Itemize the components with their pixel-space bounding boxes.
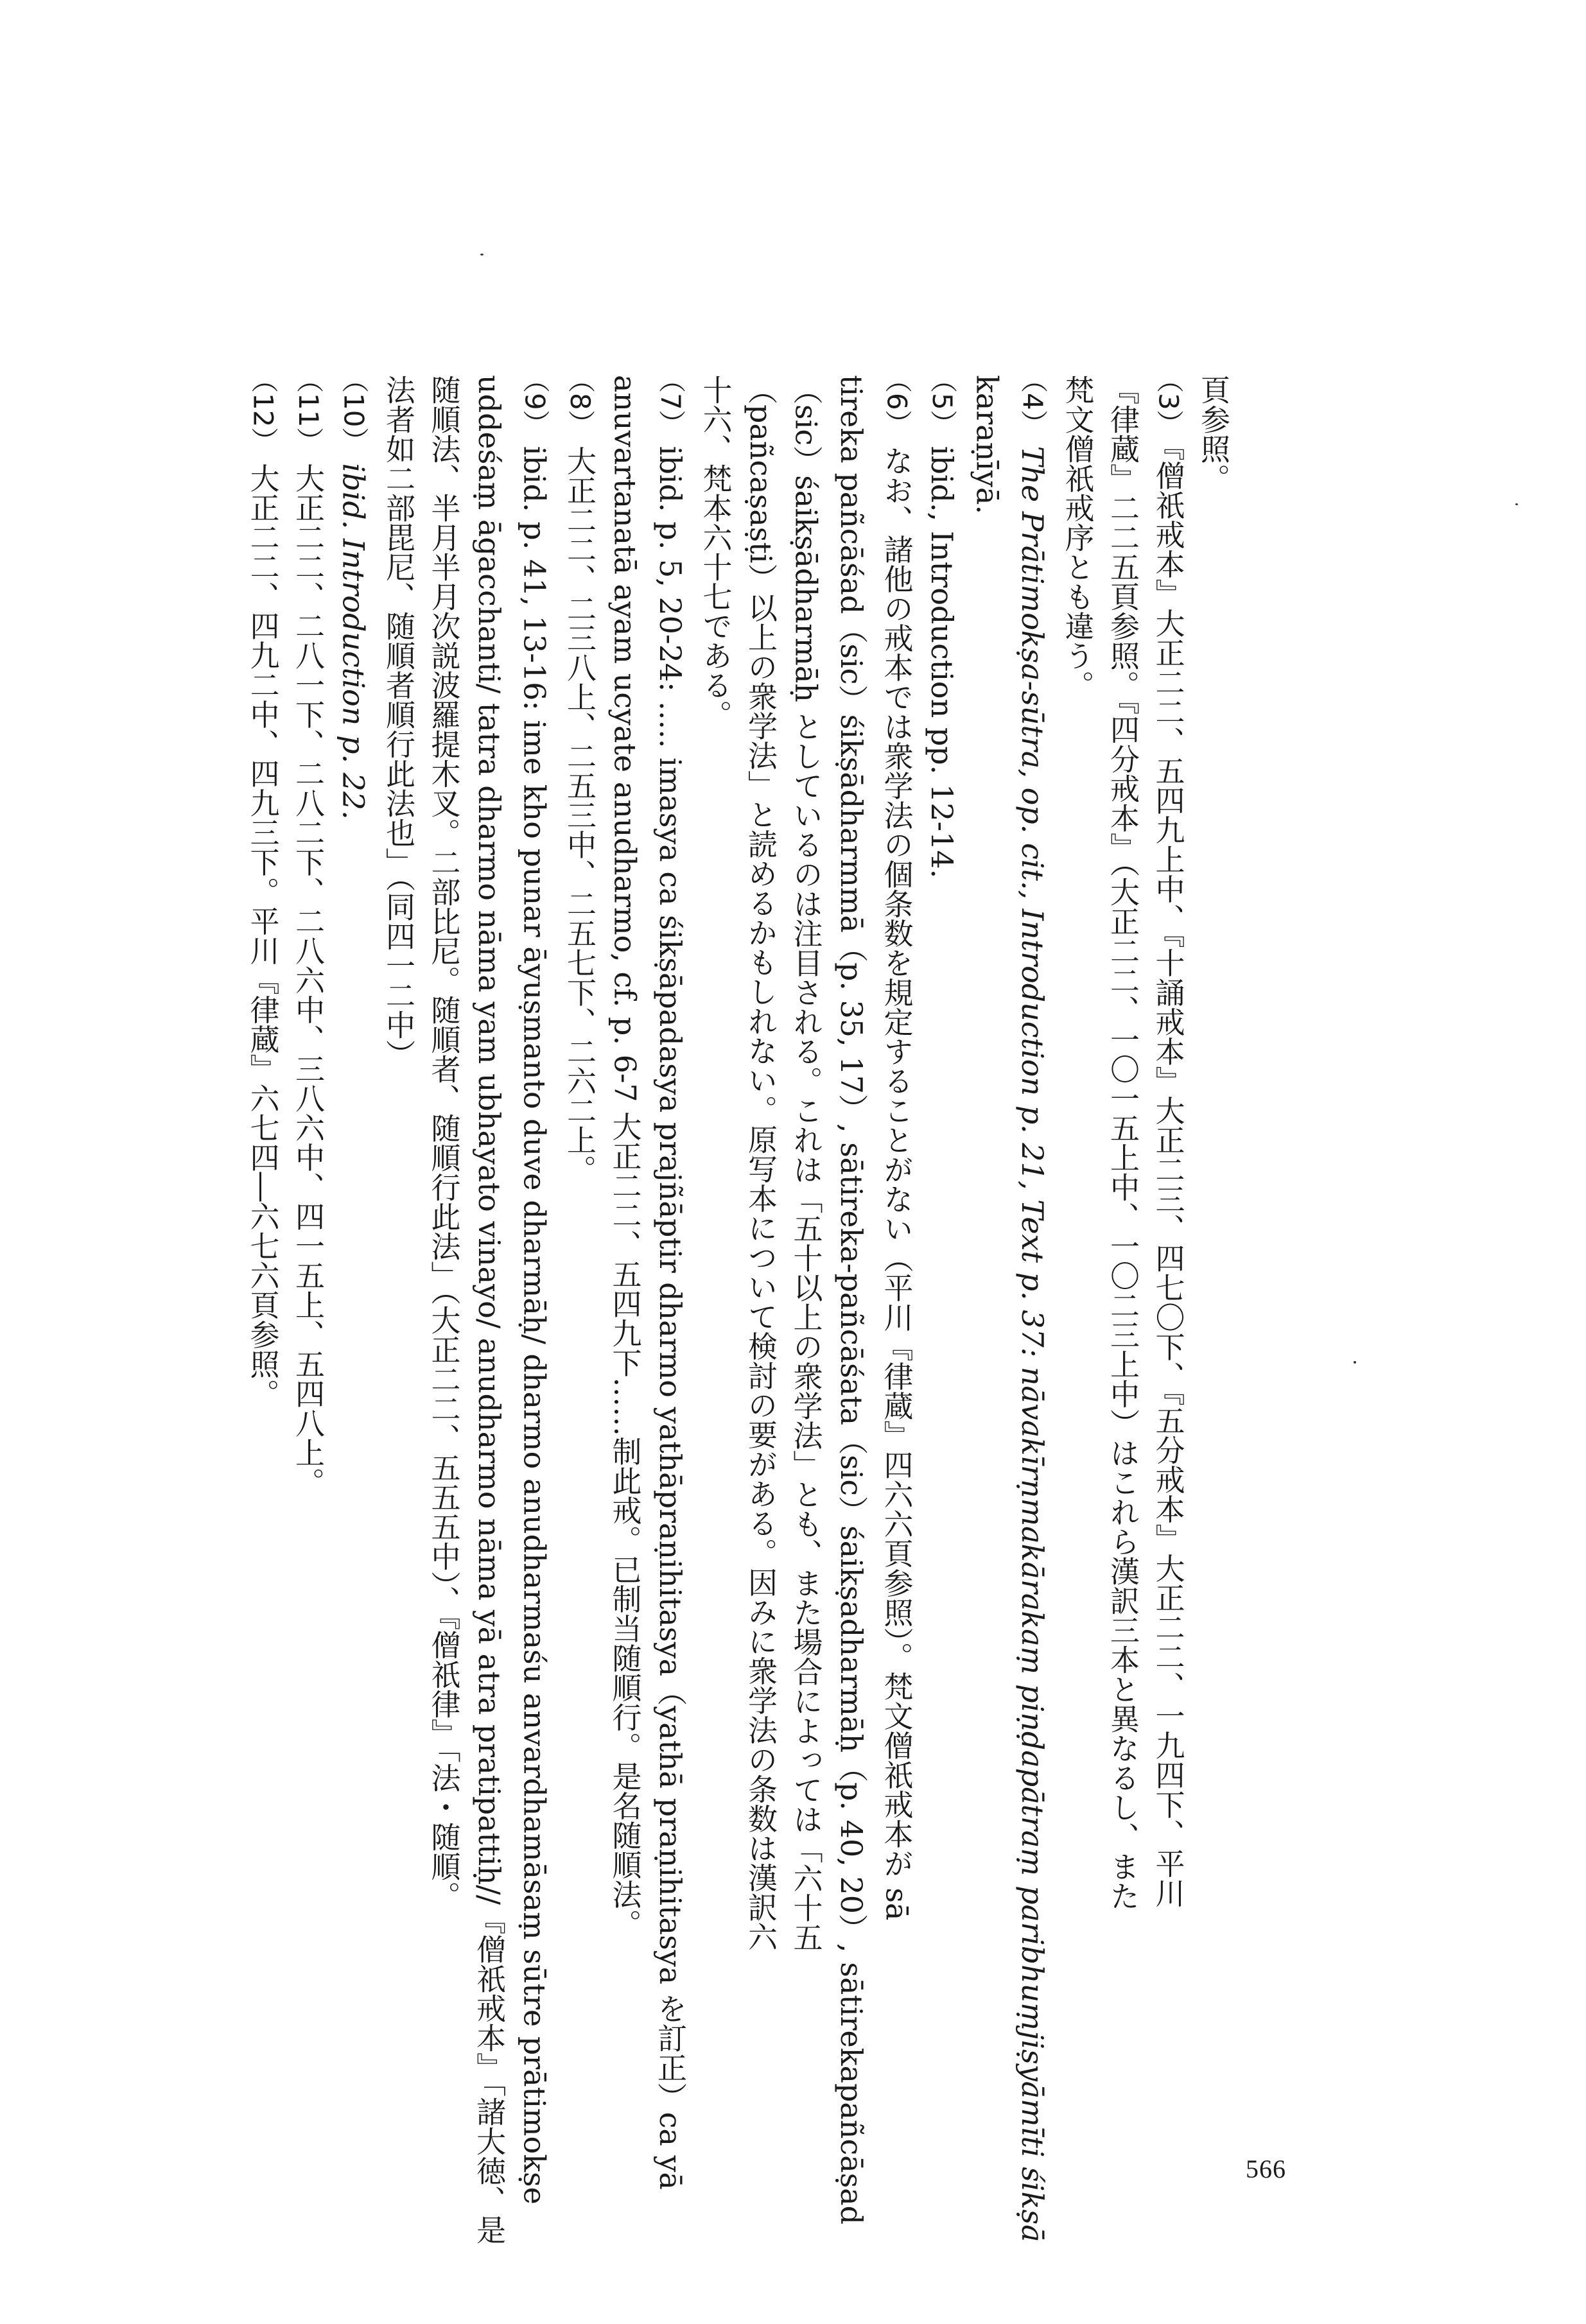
note-text: uddeśaṃ āgacchanti/ tatra dharmo nāma yam ubhayato vinayo/ anudharmo nāma yā atra pratipattiḥ//『僧祇戒本』「諸大徳、是 [472,375,507,2244]
note-text: 『律蔵』二二五頁参照。『四分戒本』（大正二二、一〇一五上中、一〇二三上中）はこれら漢訳三本と異なるし、また [1106,375,1140,1911]
note-number: （6） [881,366,913,437]
scan-speck [1515,503,1518,505]
note-text: 随順法、半月半月次説波羅提木叉。二部比尼。随順者、随順行此法」（大正二二、五五五中）、『僧祇律』「法・随順。 [426,375,462,1911]
note-text: 十六、梵本六十七である。 [698,375,733,729]
note-line [1101,366,1146,1952]
footnotes [240,366,1236,2244]
note-line [648,366,693,2190]
note-line [1010,366,1056,2242]
note-text: tireka pañcāśad（sic）śikṣādharmmā（p. 35, 17）, sātireka-pañcāśata（sic）śaikṣadharmāḥ（p. 40, 20）, sātirekapañcāṣad [834,375,869,2225]
note-number: （9） [519,366,551,437]
page-number: 566 [1246,2155,1286,2183]
note-line [467,366,512,2244]
note-line [512,366,557,2205]
note-number: （3） [1153,366,1185,437]
note-line [331,366,376,1952]
note-text: ibid., Introduction pp. 12-14. [925,446,959,879]
note-line [919,366,965,1952]
note-line [1146,366,1191,1952]
note-line [421,366,467,1952]
note-text: 大正二二、二三八上、二五三中、二五七下、二六二上。 [562,446,597,1184]
note-line [557,366,603,1952]
note-number: （8） [564,366,596,437]
note-line [376,366,422,1952]
note-number: （7） [655,366,686,437]
scan-speck [480,254,484,256]
note-text: The Prātimokṣa-sūtra, op. cit., Introduction p. 21, Text p. 37: nāvakīrṇmakārakaṃ piṇḍapātraṃ paribhuṃjiṣyāmīti śikṣā [1015,446,1050,2242]
note-text: karaṇīyā. [970,375,1005,515]
note-text: ibid. Introduction p. 22. [336,463,371,820]
note-text: （sic）śaikṣādharmāḥ としているのは注目される。これは「五十以上の衆学法」とも、また場合によっては「六十五 [789,375,824,1952]
note-number: （10） [338,366,370,455]
note-text: ibid. p. 41, 13-16: ime kho punar āyuṣmanto duve dharmāḥ/ dharmo anudharmaśu anvardhamāsaṃ sūtre prātimokṣe [517,446,552,2205]
note-line [829,366,875,2225]
note-text: （pañcaṣaṣṭi）以上の衆学法」と読めるかもしれない。原写本について検討の要がある。因みに衆学法の条数は漢訳六 [744,375,778,1952]
note-number: （4） [1017,366,1049,437]
note-text: 大正二二、四九二中、四九三下。平川『律蔵』六七四―六七六頁参照。 [245,463,281,1409]
note-number: （11） [293,366,324,455]
note-text: なお、諸他の戒本では衆学法の個条数を規定することがない（平川『律蔵』四六六頁参照）。梵文僧祇戒本が sā [879,446,914,1921]
note-line [783,366,829,1952]
note-text: 頁参照。 [1196,375,1231,493]
note-text: 大正二二、二八一下、二八二下、二八六中、三八六中、四一五上、五四八上。 [291,463,326,1497]
note-number: （12） [247,366,279,455]
note-line [738,366,784,1952]
note-text: 『僧祇戒本』大正二二、五四九上中、『十誦戒本』大正二三、四七〇下、『五分戒本』大正二二、一九四下、平川 [1151,446,1186,1908]
note-text: anuvartanatā ayam ucyate anudharmo, cf. p. 6-7 大正二二、五四九下……制此戒。已制当随順行。是名随順法。 [607,375,643,1939]
note-line [693,366,738,1952]
note-line [240,366,286,1952]
scan-speck [1354,1361,1356,1364]
note-text: 梵文僧祇戒序とも違う。 [1060,375,1095,700]
note-line [1055,366,1101,1952]
note-line [286,366,331,1952]
note-line [874,366,919,1952]
note-line [602,366,648,1952]
note-line [1191,366,1237,1952]
note-number: （5） [927,366,958,437]
note-line [964,366,1010,1952]
note-text: 法者如二部毘尼、随順者順行此法也」（同四一二中） [381,375,416,1069]
note-text: ibid. p. 5, 20-24: ..... imasya ca śikṣāpadasya prajñāptir dharmo yathāpraṇihitasya（yathā praṇihitasya を訂正）ca yā [653,446,688,2190]
